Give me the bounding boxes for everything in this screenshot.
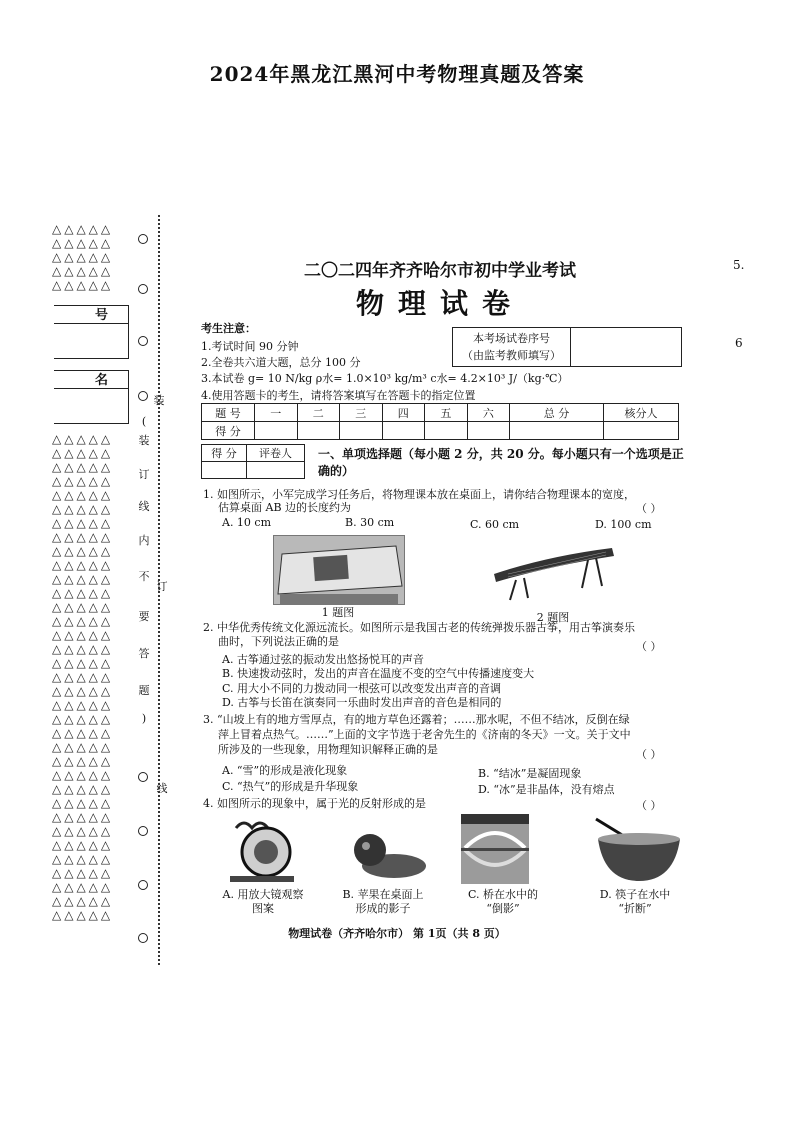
binding-text-char: 答 <box>138 647 150 660</box>
binding-dotted-line <box>158 215 160 965</box>
exam-title: 二〇二四年齐齐哈尔市初中学业考试 <box>304 261 576 281</box>
triangle-row: △△△△△ <box>52 684 114 698</box>
score-header-cell: 一 <box>255 404 298 422</box>
triangle-row: △△△△△ <box>52 460 114 474</box>
binding-hole-icon <box>138 880 148 890</box>
caption-line: 形成的影子 <box>355 902 411 915</box>
page-footer: 物理试卷（齐齐哈尔市） 第 1页（共 8 页） <box>288 927 506 940</box>
side-mark: 6 <box>735 336 743 350</box>
magnifier-image <box>226 812 300 884</box>
notice-item: 3.本试卷 g= 10 N/kg ρ水= 1.0×10³ kg/m³ c水= 4.2×10³ J/（kg·℃） <box>201 372 569 385</box>
q3-stem: 萍上冒着点热气。……”上面的文字节选于老舍先生的《济南的冬天》一文。关于文中 <box>218 728 631 741</box>
grader-cell <box>247 462 305 479</box>
score-cell <box>425 422 468 440</box>
exam-number-box <box>54 305 129 359</box>
caption-line: B. 苹果在桌面上 <box>342 888 424 901</box>
student-name-box <box>54 370 129 424</box>
grader-header-cell: 得 分 <box>202 445 247 462</box>
score-cell <box>382 422 425 440</box>
score-table-header-row <box>202 404 679 422</box>
q2-option: D. 古筝与长笛在演奏同一乐曲时发出声音的音色是相同的 <box>222 696 502 709</box>
guzheng-image <box>488 538 618 604</box>
triangle-row: △△△△△ <box>52 236 114 250</box>
q2-option: B. 快速拨动弦时，发出的声音在温度不变的空气中传播速度变大 <box>222 667 535 680</box>
binding-text-char: 题 <box>138 684 150 697</box>
answer-paren: （ ） <box>636 748 662 761</box>
triangle-row: △△△△△ <box>52 908 114 922</box>
notice-item: 2.全卷共六道大题，总分 100 分 <box>201 356 361 369</box>
triangle-row: △△△△△ <box>52 474 114 488</box>
student-name-label: 名 <box>94 373 108 388</box>
q4-caption-a <box>218 888 308 916</box>
score-header-cell: 题 号 <box>202 404 255 422</box>
triangle-row: △△△△△ <box>52 530 114 544</box>
q2-option: C. 用大小不同的力拨动同一根弦可以改变发出声音的音调 <box>222 682 502 695</box>
seat-label-line2: （由监考教师填写） <box>462 349 561 362</box>
binding-text-char: 要 <box>138 610 150 623</box>
triangle-row: △△△△△ <box>52 446 114 460</box>
divider <box>54 323 128 324</box>
score-header-cell: 三 <box>340 404 383 422</box>
paper-title: 物理试卷 <box>355 287 524 320</box>
triangle-row: △△△△△ <box>52 768 114 782</box>
binding-hole-icon <box>138 336 148 346</box>
triangle-row: △△△△△ <box>52 586 114 600</box>
magnifier-drawing <box>226 812 300 884</box>
q4-caption-b <box>338 888 428 916</box>
binding-hole-icon <box>138 234 148 244</box>
triangle-row: △△△△△ <box>52 656 114 670</box>
notice-heading: 考生注意： <box>201 322 256 335</box>
score-cell <box>467 422 510 440</box>
q2-stem: 曲时，下列说法正确的是 <box>218 635 339 648</box>
triangle-block-bottom <box>52 432 113 922</box>
triangle-row: △△△△△ <box>52 558 114 572</box>
triangle-row: △△△△△ <box>52 264 114 278</box>
triangle-row: △△△△△ <box>52 880 114 894</box>
exam-number-label: 号 <box>94 308 108 323</box>
desk-textbook-image <box>273 535 405 605</box>
binding-hole-icon <box>138 284 148 294</box>
caption-line: “折断” <box>618 902 652 915</box>
q3-stem: 3. “山坡上有的地方雪厚点，有的地方草色还露着；……那水呢，不但不结冰，反倒在绿 <box>203 713 630 726</box>
binding-text-char: 装 <box>138 434 150 447</box>
q1-option: D. 100 cm <box>595 518 652 531</box>
score-table-row <box>202 422 679 440</box>
triangle-row: △△△△△ <box>52 740 114 754</box>
score-header-cell: 核分人 <box>604 404 679 422</box>
side-mark: 5. <box>733 258 745 272</box>
triangle-block-top <box>52 222 113 292</box>
q3-option: A. “雪”的形成是液化现象 <box>222 764 348 777</box>
triangle-row: △△△△△ <box>52 516 114 530</box>
score-row-label: 得 分 <box>202 422 255 440</box>
score-header-cell: 总 分 <box>510 404 604 422</box>
chopstick-bowl-image <box>592 815 686 885</box>
notice-item: 4.使用答题卡的考生，请将答案填写在答题卡的指定位置 <box>201 389 476 402</box>
caption-line: “倒影” <box>486 902 520 915</box>
triangle-row: △△△△△ <box>52 670 114 684</box>
answer-paren: （ ） <box>636 799 662 812</box>
desk-textbook-drawing <box>274 536 404 604</box>
grader-header-cell: 评卷人 <box>247 445 305 462</box>
apple-shadow-image <box>342 822 428 882</box>
bridge-reflection-image <box>461 814 529 884</box>
triangle-row: △△△△△ <box>52 796 114 810</box>
document-title: 2024年黑龙江黑河中考物理真题及答案 <box>209 62 585 86</box>
q3-option: B. “结冰”是凝固现象 <box>478 767 582 780</box>
triangle-row: △△△△△ <box>52 712 114 726</box>
triangle-row: △△△△△ <box>52 628 114 642</box>
triangle-row: △△△△△ <box>52 614 114 628</box>
caption-line: D. 筷子在水中 <box>599 888 671 901</box>
triangle-row: △△△△△ <box>52 810 114 824</box>
caption-line: C. 桥在水中的 <box>467 888 539 901</box>
triangle-row: △△△△△ <box>52 824 114 838</box>
triangle-row: △△△△△ <box>52 222 114 236</box>
seat-label-line1: 本考场试卷序号 <box>473 332 550 345</box>
triangle-row: △△△△△ <box>52 726 114 740</box>
binding-hole-icon <box>138 391 148 401</box>
triangle-row: △△△△△ <box>52 782 114 796</box>
score-cell <box>297 422 340 440</box>
score-header-cell: 六 <box>467 404 510 422</box>
triangle-row: △△△△△ <box>52 544 114 558</box>
binding-text-char: 订 <box>156 580 168 593</box>
score-cell <box>510 422 604 440</box>
binding-hole-icon <box>138 826 148 836</box>
q3-option: D. “冰”是非晶体，没有熔点 <box>478 783 615 796</box>
triangle-row: △△△△△ <box>52 894 114 908</box>
q4-stem: 4. 如图所示的现象中，属于光的反射形成的是 <box>203 797 426 810</box>
q4-caption-c <box>458 888 548 916</box>
chopstick-bowl-drawing <box>592 815 686 885</box>
caption-line: 图案 <box>252 902 274 915</box>
binding-text-char: 订 <box>138 468 150 481</box>
triangle-row: △△△△△ <box>52 572 114 586</box>
notice-item: 1.考试时间 90 分钟 <box>201 340 299 353</box>
q1-option: C. 60 cm <box>470 518 520 531</box>
grader-cell <box>202 462 247 479</box>
score-cell <box>340 422 383 440</box>
apple-shadow-drawing <box>342 822 428 882</box>
triangle-row: △△△△△ <box>52 278 114 292</box>
answer-paren: （ ） <box>636 502 662 515</box>
seat-number-box <box>452 327 682 367</box>
triangle-row: △△△△△ <box>52 754 114 768</box>
guzheng-drawing <box>488 538 618 604</box>
score-cell <box>604 422 679 440</box>
score-cell <box>255 422 298 440</box>
binding-text-char: 线 <box>138 500 150 513</box>
triangle-row: △△△△△ <box>52 642 114 656</box>
triangle-row: △△△△△ <box>52 838 114 852</box>
triangle-row: △△△△△ <box>52 698 114 712</box>
bridge-reflection-drawing <box>461 814 529 884</box>
binding-text-char: 不 <box>138 570 150 583</box>
q4-caption-d <box>590 888 680 916</box>
answer-paren: （ ） <box>636 640 662 653</box>
binding-text-char: 线 <box>156 782 168 795</box>
score-header-cell: 四 <box>382 404 425 422</box>
q1-option: B. 30 cm <box>345 516 395 529</box>
figure-2-caption: 2 题图 <box>536 611 570 624</box>
figure-1-caption: 1 题图 <box>321 606 355 619</box>
triangle-row: △△△△△ <box>52 250 114 264</box>
q1-option: A. 10 cm <box>222 516 272 529</box>
q3-stem: 所涉及的一些现象，用物理知识解释正确的是 <box>218 743 438 756</box>
triangle-row: △△△△△ <box>52 432 114 446</box>
grader-table <box>201 444 305 479</box>
triangle-row: △△△△△ <box>52 866 114 880</box>
triangle-row: △△△△△ <box>52 852 114 866</box>
triangle-row: △△△△△ <box>52 600 114 614</box>
triangle-row: △△△△△ <box>52 502 114 516</box>
caption-line: A. 用放大镜观察 <box>222 888 304 901</box>
q2-stem: 2. 中华优秀传统文化源远流长。如图所示是我国古老的传统弹拨乐器古筝，用古筝演奏乐 <box>203 621 635 634</box>
score-table <box>201 403 679 440</box>
binding-text-char: ( <box>141 415 147 428</box>
score-header-cell: 五 <box>425 404 468 422</box>
q2-option: A. 古筝通过弦的振动发出悠扬悦耳的声音 <box>222 653 424 666</box>
q1-stem: 估算桌面 AB 边的长度约为 <box>218 501 352 514</box>
binding-text-char: 内 <box>138 534 150 547</box>
divider <box>54 388 128 389</box>
triangle-row: △△△△△ <box>52 488 114 502</box>
binding-text-char: ) <box>141 712 147 725</box>
binding-hole-icon <box>138 772 148 782</box>
q3-option: C. “热气”的形成是升华现象 <box>222 780 359 793</box>
section-1-title: 一、单项选择题（每小题 2 分，共 20 分。每小题只有一个选项是正确的） <box>318 447 684 478</box>
q1-stem: 1. 如图所示，小军完成学习任务后，将物理课本放在桌面上，请你结合物理课本的宽度， <box>203 488 635 501</box>
binding-text-char: 装 <box>153 394 165 407</box>
seat-number-label <box>453 328 571 366</box>
score-header-cell: 二 <box>297 404 340 422</box>
